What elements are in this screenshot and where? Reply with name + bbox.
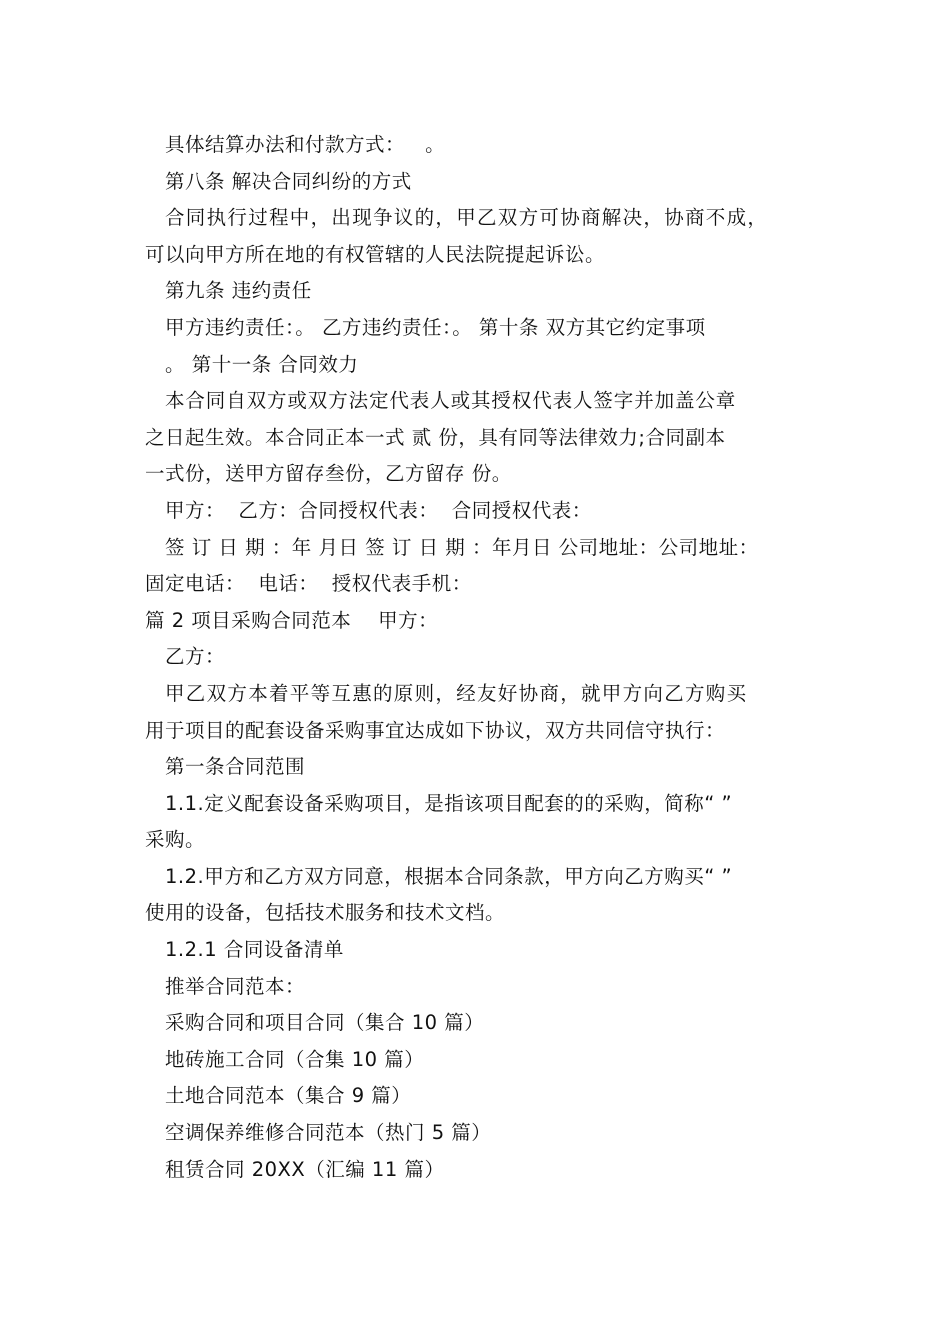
sign-date-line: 签 订 日 期 ：年 月日 签 订 日 期 ：年月日 公司地址：公司地址：: [165, 535, 759, 559]
effect-paragraph-line-2: 之日起生效。本合同正本一式 贰 份，具有同等法律效力;合同副本: [145, 425, 726, 449]
liability-line: 甲方违约责任：。 乙方违约责任：。 第十条 双方其它约定事项: [165, 315, 706, 339]
recommend-heading: 推举合同范本：: [165, 974, 306, 998]
part-2-title: 篇 2 项目采购合同范本 甲方：: [145, 608, 439, 632]
recommend-item: 地砖施工合同（合集 10 篇）: [165, 1047, 425, 1071]
clause-1-1-line-2: 采购。: [145, 828, 206, 852]
party-b-line: 乙方：: [165, 645, 226, 669]
clause-1-2-line-1: 1.2.甲方和乙方双方同意，根据本合同条款，甲方向乙方购买“ ”: [165, 864, 733, 888]
contact-line: 固定电话： 电话： 授权代表手机：: [145, 572, 472, 596]
signatory-line: 甲方： 乙方：合同授权代表： 合同授权代表：: [165, 498, 592, 522]
dispute-paragraph-line-1: 合同执行过程中，出现争议的，甲乙双方可协商解决，协商不成，: [165, 206, 769, 230]
agreement-paragraph-line-2: 用于项目的配套设备采购事宜达成如下协议，双方共同信守执行：: [145, 718, 726, 742]
clause-1-2-line-2: 使用的设备，包括技术服务和技术文档。: [145, 901, 506, 925]
recommend-item: 空调保养维修合同范本（热门 5 篇）: [165, 1121, 492, 1145]
agreement-paragraph-line-1: 甲乙双方本着平等互惠的原则，经友好协商，就甲方向乙方购买: [165, 681, 748, 705]
recommend-item: 租赁合同 20XX（汇编 11 篇）: [165, 1157, 445, 1181]
effect-paragraph-line-3: 一式份，送甲方留存叁份，乙方留存 份。: [145, 462, 512, 486]
article-9-heading: 第九条 违约责任: [165, 279, 312, 303]
clause-1-2-1: 1.2.1 合同设备清单: [165, 938, 344, 962]
recommend-item: 土地合同范本（集合 9 篇）: [165, 1084, 412, 1108]
article-8-heading: 第八条 解决合同纠纷的方式: [165, 169, 412, 193]
article-11-heading: 。 第十一条 合同效力: [165, 352, 359, 376]
article-1-heading: 第一条合同范围: [165, 755, 306, 779]
dispute-paragraph-line-2: 可以向甲方所在地的有权管辖的人民法院提起诉讼。: [145, 242, 606, 266]
clause-1-1-line-1: 1.1.定义配套设备采购项目，是指该项目配套的的采购，简称“ ”: [165, 791, 733, 815]
settlement-line: 具体结算办法和付款方式： 。: [165, 133, 446, 156]
recommend-item: 采购合同和项目合同（集合 10 篇）: [165, 1011, 485, 1035]
effect-paragraph-line-1: 本合同自双方或双方法定代表人或其授权代表人签字并加盖公章: [165, 389, 737, 413]
document-body: [145, 127, 815, 1188]
